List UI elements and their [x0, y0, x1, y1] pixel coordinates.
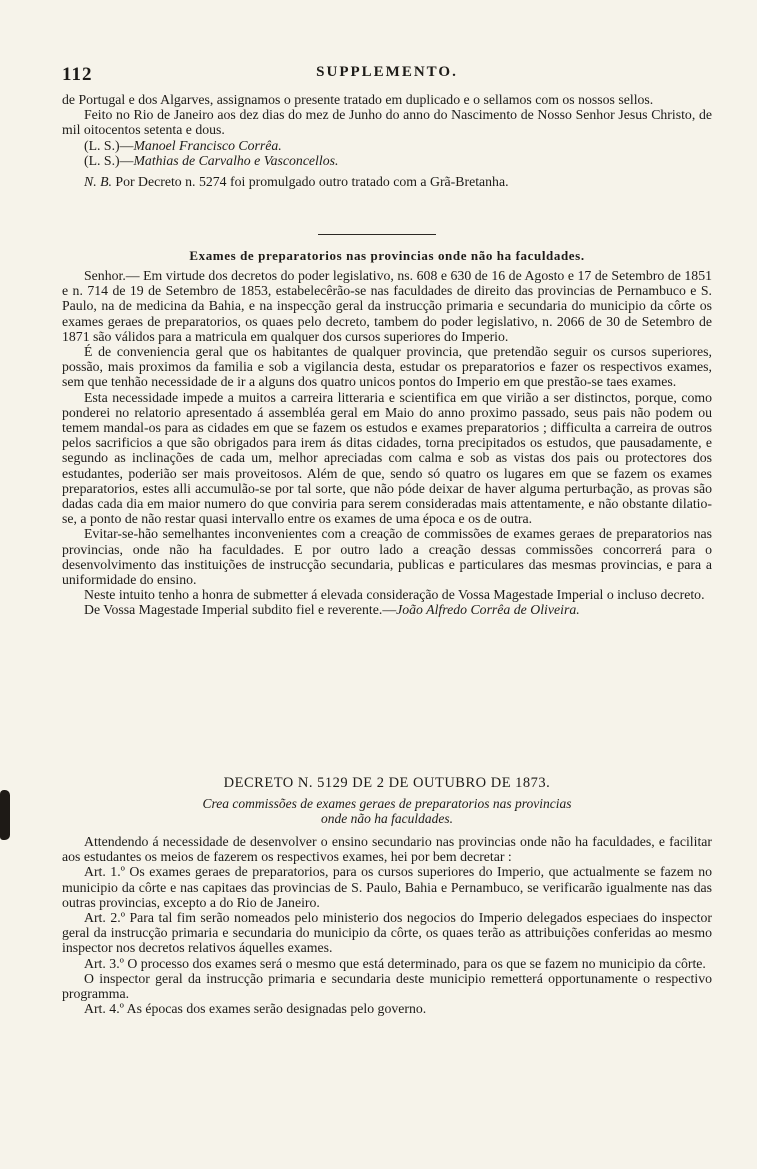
signature-prefix-1: (L. S.)—: [84, 137, 134, 153]
closing-signature: João Alfredo Corrêa de Oliveira.: [396, 602, 580, 618]
note-prefix: N. B.: [84, 174, 112, 190]
closing-text: De Vossa Magestade Imperial subdito fiel e reverente.—: [84, 602, 397, 618]
running-title: SUPPLEMENTO.: [316, 64, 458, 80]
report-block: [62, 268, 712, 618]
decree-article-3-note: O inspector geral da instrucção primaria e secundaria deste municipio remetterá opportunamente o respectivo programma.: [62, 970, 712, 1002]
note-text: Por Decreto n. 5274 foi promulgado outro tratado com a Grã-Bretanha.: [111, 174, 509, 190]
decree-block: [62, 834, 712, 1016]
decree-subtitle-line-1: Crea commissões de exames geraes de preparatorios nas provincias: [202, 796, 572, 811]
decree-article-2: Art. 2.º Para tal fim serão nomeados pelo ministerio dos negocios do Imperio delegados especiaes do inspector geral da instrucção primaria e secundaria do municipio da côrte, os quaes terão as attribuições conferidas ao mesmo inspector nos decretos relativos áquelles exames.: [62, 910, 712, 956]
page-number: 112: [62, 64, 93, 85]
decree-title: DECRETO N. 5129 DE 2 DE OUTUBRO DE 1873.: [223, 775, 551, 791]
section-divider: [318, 234, 436, 235]
signature-prefix-2: (L. S.)—: [84, 152, 134, 168]
intro-paragraph-1: de Portugal e dos Algarves, assignamos o presente tratado em duplicado e o sellamos com os nossos sellos.: [62, 92, 654, 107]
report-paragraph-2: É de conveniencia geral que os habitantes de qualquer provincia, que pretendão seguir os cursos superiores, possão, mais proximos da familia e sob a vigilancia desta, estudar os preparatorios e fazer os respectivos exames, sem que tenhão necessidade de ir a alguns dos quatro unicos pontos do Imperio em que prestão-se taes exames.: [62, 344, 712, 390]
decree-subtitle: [62, 796, 712, 826]
report-paragraph-3: Esta necessidade impede a muitos a carreira litteraria e scientifica em que virião a ser distinctos, porque, como ponderei no relatorio apresentado á assembléa geral em Maio do anno proximo passado, seus pais não podem ou temem mandal-os para as cidades em que se fazem os estudos e exames preparatorios ; difficulta a carreira de outros pelos sacrificios a que são obrigados para irem ás ditas cidades, torna precipitados os estudos, que pausadamente, e segundo as inclinações de cada um, melhor apreciadas com calma e sob as vistas dos pais ou protectores dos estudantes, poderião ser mais proveitosos. Além de que, sendo só quatro os lugares em que se fazem os exames preparatorios, estes alli accumulão-se por tal sorte, que não póde deixar de haver alguma perturbação, as provas são dadas cada dia em maior numero do que conviria para serem consideradas mais attentamente, e não obstante dilatio-se, a ponto de não restar quasi intervallo entre os exames de uma época e os de outra.: [62, 389, 712, 527]
decree-article-1: Art. 1.º Os exames geraes de preparatorios, para os cursos superiores do Imperio, que actualmente se fazem no municipio da côrte e nas capitaes das provincias de S. Paulo, Bahia e Pernambuco, se verificarão igualmente nas das outras provincias, excepto a do Rio de Janeiro.: [62, 864, 712, 910]
signature-line-2: [62, 153, 712, 168]
page-header: [62, 64, 712, 86]
report-closing: [62, 602, 712, 617]
decree-preamble: Attendendo á necessidade de desenvolver o ensino secundario nas provincias onde não ha faculdades, e facilitar aos estudantes os meios de fazerem os respectivos exames, hei por bem decretar :: [62, 834, 712, 865]
signature-line-1: [62, 138, 712, 153]
signature-name-2: Mathias de Carvalho e Vasconcellos.: [133, 152, 339, 168]
note-paragraph: [62, 174, 712, 189]
decree-article-4: Art. 4.º As épocas dos exames serão designadas pelo governo.: [84, 1001, 427, 1017]
report-paragraph-1: Senhor.— Em virtude dos decretos do poder legislativo, ns. 608 e 630 de 16 de Agosto e 17 de Setembro de 1851 e n. 714 de 19 de Setembro de 1853, estabelecêrão-se nas faculdades de direito das provincias de Pernambuco e S. Paulo, na de medicina da Bahia, e na inspecção geral da instrucção primaria e secundaria do municipio da côrte os exames geraes de preparatorios, os quaes pelo decreto, tambem do poder legislativo, n. 2066 de 30 de Setembro de 1871 são válidos para a matricula em qualquer dos cursos superiores do Imperio.: [62, 268, 712, 344]
decree-subtitle-line-2: onde não ha faculdades.: [321, 811, 453, 826]
intro-block: [62, 92, 712, 189]
binding-mark: [0, 790, 10, 840]
signature-name-1: Manoel Francisco Corrêa.: [133, 137, 282, 153]
report-paragraph-5: Neste intuito tenho a honra de submetter á elevada consideração de Vossa Magestade Imperial o incluso decreto.: [84, 587, 705, 603]
decree-article-3: Art. 3.º O processo dos exames será o mesmo que está determinado, para os que se fazem no municipio da côrte.: [84, 955, 706, 971]
section-title: Exames de preparatorios nas provincias onde não ha faculdades.: [189, 248, 585, 263]
report-paragraph-4: Evitar-se-hão semelhantes inconvenientes com a creação de commissões de exames geraes de preparatorios nas provincias, onde não ha faculdades. E por outro lado a creação dessas commissões concorrerá para o desenvolvimento das instituições de instrucção secundaria, publicas e particulares das mesmas provincias, e para a uniformidade do ensino.: [62, 526, 712, 588]
intro-paragraph-2: Feito no Rio de Janeiro aos dez dias do mez de Junho do anno do Nascimento de Nosso Senhor Jesus Christo, de mil oitocentos setenta e dous.: [62, 107, 712, 138]
